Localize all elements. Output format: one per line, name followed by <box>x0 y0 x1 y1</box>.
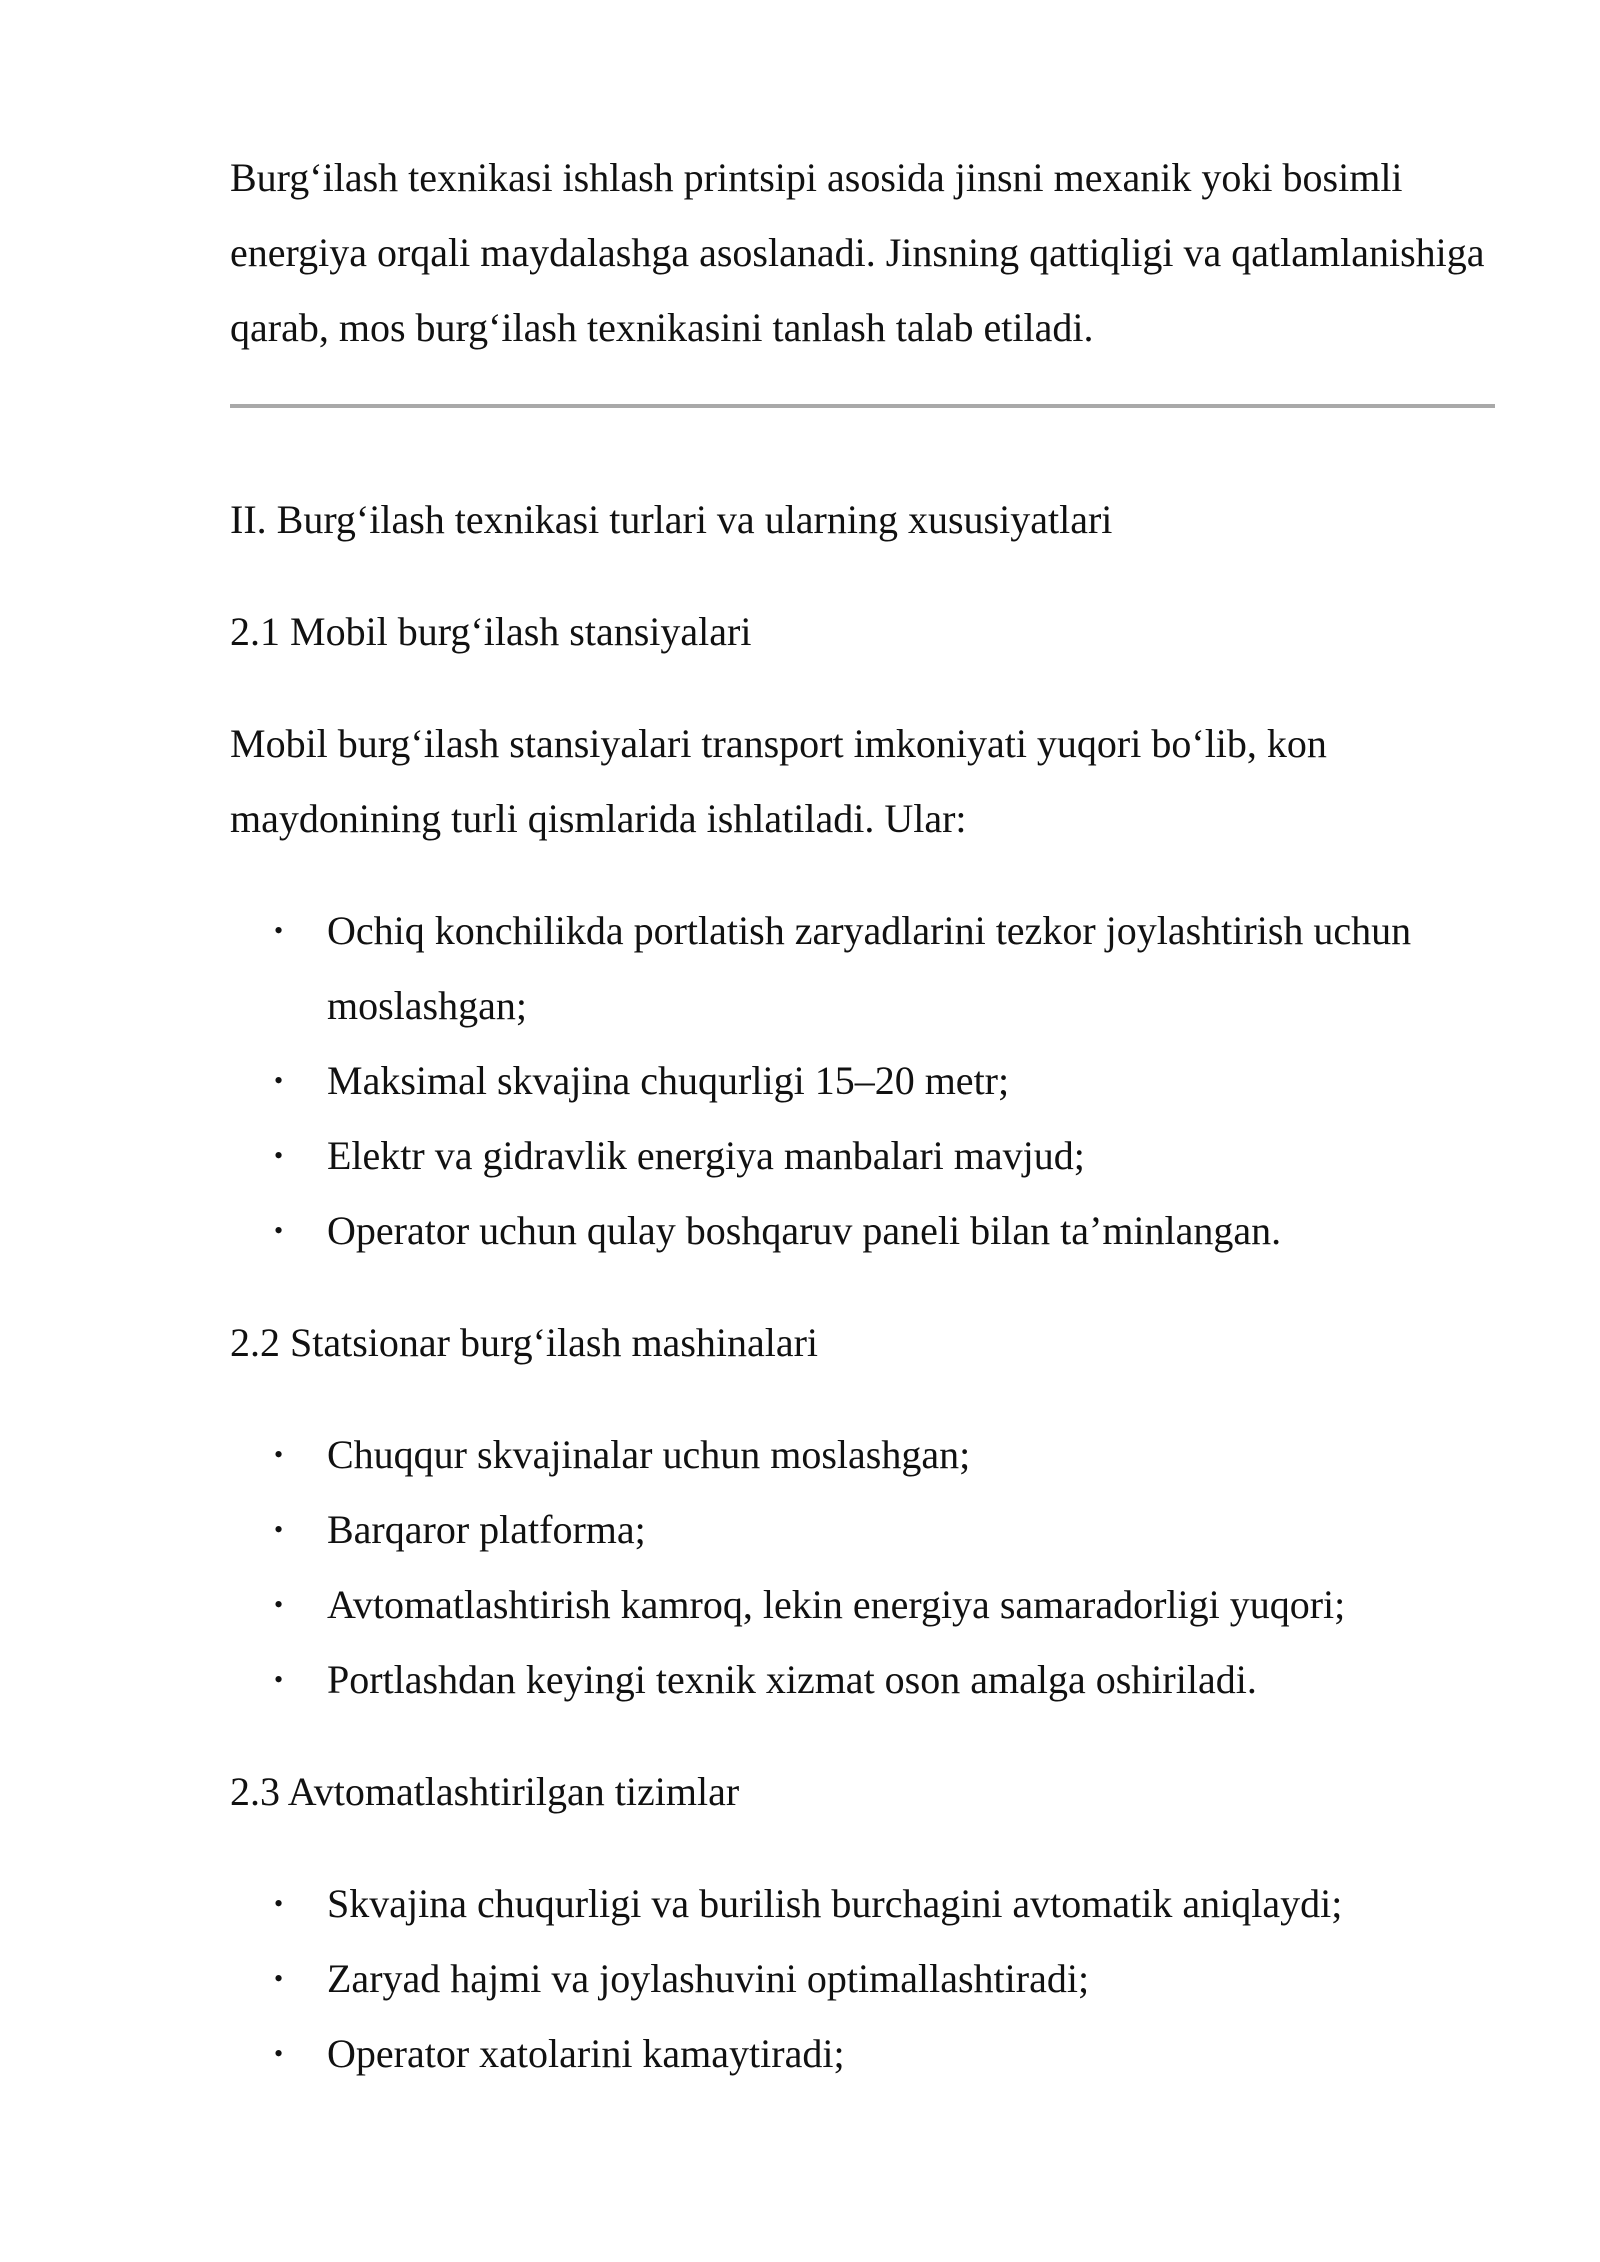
list-item: • Chuqqur skvajinalar uchun moslashgan; <box>230 1417 1495 1492</box>
list-item: • Operator uchun qulay boshqaruv paneli bilan ta’minlangan. <box>230 1193 1495 1268</box>
list-item: • Operator xatolarini kamaytiradi; <box>230 2016 1495 2091</box>
list-item: • Barqaror platforma; <box>230 1492 1495 1567</box>
subsection-title-stationary: 2.2 Statsionar burg‘ilash mashinalari <box>230 1320 819 1365</box>
list-item: • Portlashdan keyingi texnik xizmat oson amalga oshiriladi. <box>230 1642 1495 1717</box>
intro-paragraph: Burg‘ilash texnikasi ishlash printsipi asosida jinsni mexanik yoki bosimli energiya orqali maydalashga asoslanadi. Jinsning qattiqligi va qatlamlanishiga qarab, mos burg‘ilash texnikasini tanlash talab etiladi. <box>230 155 1485 350</box>
list-item: • Maksimal skvajina chuqurligi 15–20 metr; <box>230 1043 1495 1118</box>
document-page <box>230 140 1495 2128</box>
automated-bullet-list <box>230 1866 1495 2091</box>
section-title: II. Burg‘ilash texnikasi turlari va ularning xususiyatlari <box>230 497 1113 542</box>
list-item: • Avtomatlashtirish kamroq, lekin energiya samaradorligi yuqori; <box>230 1567 1495 1642</box>
stationary-bullet-list <box>230 1417 1495 1717</box>
list-item: • Ochiq konchilikda portlatish zaryadlarini tezkor joylashtirish uchun moslashgan; <box>230 893 1495 1043</box>
list-item: • Zaryad hajmi va joylashuvini optimallashtiradi; <box>230 1941 1495 2016</box>
list-item: • Elektr va gidravlik energiya manbalari mavjud; <box>230 1118 1495 1193</box>
subsection-title-mobile: 2.1 Mobil burg‘ilash stansiyalari <box>230 609 752 654</box>
list-item: • Skvajina chuqurligi va burilish burchagini avtomatik aniqlaydi; <box>230 1866 1495 1941</box>
mobile-paragraph: Mobil burg‘ilash stansiyalari transport imkoniyati yuqori bo‘lib, kon maydonining turli qismlarida ishlatiladi. Ular: <box>230 721 1327 841</box>
subsection-title-automated: 2.3 Avtomatlashtirilgan tizimlar <box>230 1769 740 1814</box>
mobile-bullet-list <box>230 893 1495 1268</box>
section-divider <box>230 404 1495 408</box>
